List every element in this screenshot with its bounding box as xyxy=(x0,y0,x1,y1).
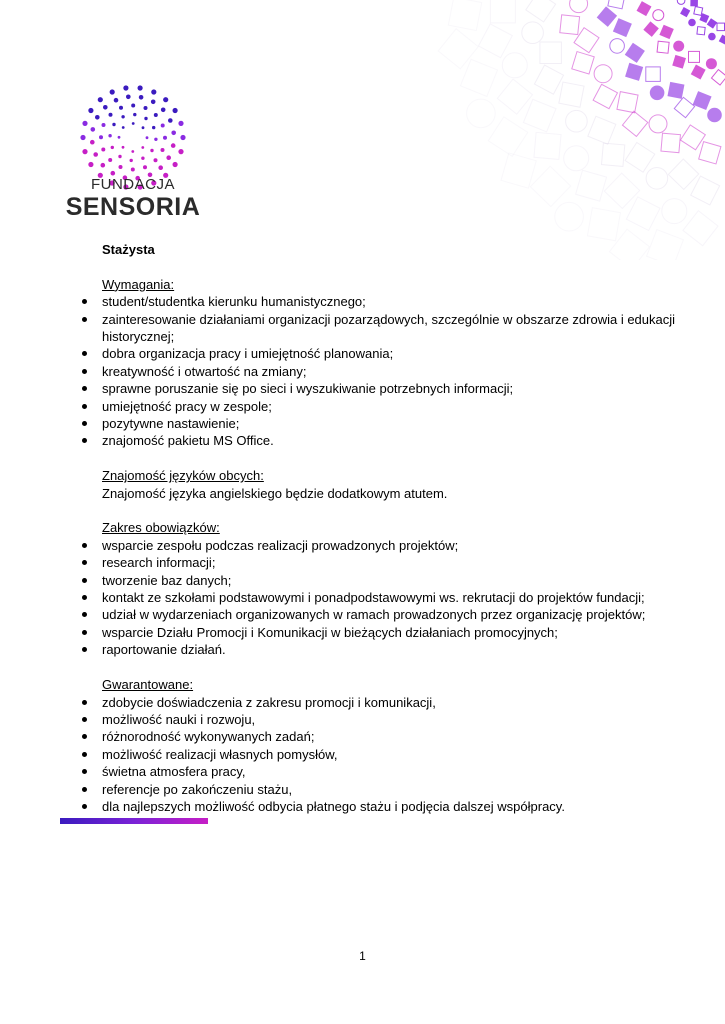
logo-dot xyxy=(102,123,106,127)
logo-dot xyxy=(91,127,96,132)
requirements-heading: Wymagania: xyxy=(102,276,175,292)
list-item: zdobycie doświadczenia z zakresu promocji i komunikacji, xyxy=(80,694,720,711)
logo-dot xyxy=(118,155,121,158)
logo-dot xyxy=(146,136,149,139)
logo-dot xyxy=(139,95,144,100)
list-item: referencje po zakończeniu stażu, xyxy=(80,781,720,798)
decorative-shape xyxy=(488,117,527,156)
decorative-shape xyxy=(523,99,556,132)
logo-dot xyxy=(132,122,135,125)
decorative-shape xyxy=(448,0,481,31)
decorative-shape xyxy=(526,0,556,22)
logo-dot xyxy=(123,85,128,90)
decorative-shape xyxy=(601,143,624,166)
logo-dot xyxy=(131,168,135,172)
languages-heading: Znajomość języków obcych: xyxy=(102,468,264,484)
decorative-shape xyxy=(555,202,584,231)
decorative-shape xyxy=(566,110,588,132)
logo-dot xyxy=(152,126,155,129)
logo-dot xyxy=(95,115,100,120)
decorative-shape xyxy=(694,6,703,15)
list-item: wsparcie zespołu podczas realizacji prowadzonych projektów; xyxy=(80,537,720,554)
decorative-shape xyxy=(564,146,589,171)
logo-dot xyxy=(161,148,165,152)
logo-dot xyxy=(143,165,147,169)
duties-list xyxy=(80,537,720,659)
logo-dot xyxy=(158,165,163,170)
logo-dot xyxy=(144,106,148,110)
decorative-shape xyxy=(594,65,612,83)
logo-dot xyxy=(82,121,87,126)
logo-dot xyxy=(88,162,93,167)
logo-dot xyxy=(161,108,166,113)
logo-dot xyxy=(173,162,178,167)
decorative-shape xyxy=(650,86,665,101)
decorative-shape xyxy=(649,115,667,133)
decorative-shape xyxy=(576,170,607,201)
logo-dot xyxy=(151,100,156,105)
decorative-shape xyxy=(688,19,696,27)
decorative-shape xyxy=(674,97,694,117)
decorative-shape xyxy=(625,43,645,63)
decorative-shape xyxy=(534,132,561,159)
logo-dot xyxy=(171,143,176,148)
list-item: research informacji; xyxy=(80,554,720,571)
list-item: udział w wydarzeniach organizowanych w ramach prowadzonych przez organizację projektów; xyxy=(80,606,720,623)
decorative-shape xyxy=(617,92,638,113)
logo-dot xyxy=(122,146,125,149)
page-number: 1 xyxy=(359,949,366,963)
logo-dot xyxy=(178,149,183,154)
decorative-shape xyxy=(667,82,684,99)
duties-heading: Zakres obowiązków: xyxy=(102,520,220,536)
logo-dot xyxy=(163,136,167,140)
list-item: wsparcie Działu Promocji i Komunikacji w bieżących działaniach promocyjnych; xyxy=(80,624,720,641)
logo-dot xyxy=(133,113,136,116)
decorative-shape xyxy=(588,116,616,144)
decorative-shape xyxy=(680,7,690,17)
logo-dot xyxy=(166,155,171,160)
logo-dot xyxy=(119,165,123,169)
decorative-shape xyxy=(460,59,497,96)
logo-dot xyxy=(90,140,95,145)
decorative-shape xyxy=(540,42,562,64)
list-item: tworzenie baz danych; xyxy=(80,572,720,589)
list-item: znajomość pakietu MS Office. xyxy=(80,432,720,449)
decorative-shape xyxy=(646,67,661,82)
decorative-shape xyxy=(657,41,669,53)
logo-dot xyxy=(161,124,165,128)
logo-dot xyxy=(119,106,123,110)
logo-dot xyxy=(138,85,143,90)
decorative-shape xyxy=(478,24,512,58)
list-item: kontakt ze szkołami podstawowymi i ponadpodstawowymi ws. rekrutacji do projektów fundacji; xyxy=(80,589,720,606)
logo-text-sensoria: SENSORIA xyxy=(65,193,201,221)
logo-dot xyxy=(122,126,125,129)
logo-dot xyxy=(111,146,114,149)
decorative-shape xyxy=(668,159,698,189)
decorative-shape xyxy=(490,0,515,23)
decorative-shape xyxy=(719,35,725,45)
logo-dot xyxy=(141,157,144,160)
list-item: możliwość nauki i rozwoju, xyxy=(80,711,720,728)
logo-dot xyxy=(171,131,176,136)
logo-dot xyxy=(173,108,178,113)
list-item: pozytywne nastawienie; xyxy=(80,415,720,432)
page-title: Stażysta xyxy=(102,242,155,257)
logo-dot xyxy=(80,135,85,140)
decorative-shape xyxy=(711,70,725,85)
decorative-shape xyxy=(646,168,668,190)
decorative-shape xyxy=(672,55,686,69)
logo-dot xyxy=(103,105,108,110)
decorative-shape xyxy=(608,0,625,9)
decorative-shape xyxy=(697,27,705,35)
decorative-shape xyxy=(689,51,700,62)
guaranteed-heading: Gwarantowane: xyxy=(102,677,194,693)
logo-dot xyxy=(121,115,124,118)
logo-dot xyxy=(163,97,168,102)
decorative-shape xyxy=(522,22,544,44)
guaranteed-list xyxy=(80,694,720,816)
logo-dot xyxy=(144,117,147,120)
logo-dot xyxy=(141,146,144,149)
logo-dot xyxy=(130,159,133,162)
decorative-shape xyxy=(707,18,717,28)
gradient-footer-bar xyxy=(60,818,208,824)
logo-dot xyxy=(108,158,112,162)
logo-dot xyxy=(151,89,156,94)
decorative-shape xyxy=(625,142,655,172)
decorative-shape xyxy=(680,125,705,150)
list-item: różnorodność wykonywanych zadań; xyxy=(80,728,720,745)
list-item: możliwość realizacji własnych pomysłów, xyxy=(80,746,720,763)
decorative-shape xyxy=(691,65,706,80)
decorative-shape xyxy=(626,197,660,231)
logo-text-fundacja: FUNDACJA xyxy=(90,176,175,193)
logo-dot xyxy=(131,150,134,153)
logo-dot xyxy=(112,123,115,126)
list-item: raportowanie działań. xyxy=(80,641,720,658)
logo-dot xyxy=(101,148,105,152)
logo-dot xyxy=(150,149,153,152)
decorative-shape xyxy=(587,208,620,241)
decorative-shape xyxy=(699,142,721,164)
logo-dot xyxy=(178,121,183,126)
logo-dot xyxy=(168,118,173,123)
decorative-shape xyxy=(717,23,725,31)
logo-dot xyxy=(93,152,98,157)
decorative-shape xyxy=(530,166,570,206)
decorative-shape xyxy=(613,18,632,37)
decorative-shape xyxy=(502,53,527,78)
decorative-shape xyxy=(693,91,712,110)
logo-dot xyxy=(154,138,157,141)
decorative-shape xyxy=(497,79,532,114)
logo-dot xyxy=(98,97,103,102)
logo-dot xyxy=(180,135,185,140)
decorative-shape xyxy=(708,33,716,41)
list-item: świetna atmosfera pracy, xyxy=(80,763,720,780)
decorative-shape xyxy=(690,0,698,6)
logo-dot xyxy=(88,108,93,113)
logo-dot xyxy=(131,104,135,108)
list-item: sprawne poruszanie się po sieci i wyszukiwanie potrzebnych informacji; xyxy=(80,380,720,397)
logo-dot xyxy=(108,134,111,137)
list-item: student/studentka kierunku humanistycznego; xyxy=(80,293,720,310)
languages-text: Znajomość języka angielskiego będzie dodatkowym atutem. xyxy=(102,485,448,501)
list-item: kreatywność i otwartość na zmiany; xyxy=(80,363,720,380)
list-item: dla najlepszych możliwość odbycia płatnego stażu i podjęcia dalszej współpracy. xyxy=(80,798,720,815)
decorative-shape xyxy=(707,108,722,123)
decorative-shape xyxy=(625,63,643,81)
decorative-shape xyxy=(467,99,496,128)
decorative-shape xyxy=(597,6,617,26)
decorative-squares-pattern xyxy=(430,0,725,260)
decorative-shape xyxy=(662,199,687,224)
decorative-shape xyxy=(659,25,673,39)
document-body xyxy=(80,241,720,815)
logo-dot xyxy=(154,158,158,162)
logo-dot xyxy=(118,136,121,139)
decorative-shape xyxy=(673,41,684,52)
decorative-shape xyxy=(706,58,717,69)
logo-dot xyxy=(101,163,106,168)
logo-dot xyxy=(82,149,87,154)
list-item: zainteresowanie działaniami organizacji pozarządowych, szczególnie w obszarze zdrowia i edukacji historycznej; xyxy=(80,311,720,346)
decorative-shape xyxy=(501,153,536,188)
decorative-shape xyxy=(622,111,647,136)
decorative-shape xyxy=(438,29,478,69)
requirements-list xyxy=(80,293,720,450)
decorative-shape xyxy=(643,21,658,36)
logo-dot xyxy=(110,89,115,94)
decorative-shape xyxy=(570,0,588,13)
list-item: dobra organizacja pracy i umiejętność planowania; xyxy=(80,345,720,362)
decorative-shape xyxy=(593,84,617,108)
logo-dot xyxy=(99,135,103,139)
decorative-shape xyxy=(610,39,625,54)
decorative-shape xyxy=(653,10,664,21)
decorative-shape xyxy=(637,1,652,16)
logo-dot xyxy=(142,126,145,129)
decorative-shape xyxy=(661,133,681,153)
decorative-shape xyxy=(691,176,720,205)
decorative-shape xyxy=(677,0,685,4)
decorative-shape xyxy=(559,82,584,107)
logo-dot xyxy=(154,113,158,117)
list-item: umiejętność pracy w zespole; xyxy=(80,398,720,415)
decorative-shape xyxy=(534,65,563,94)
decorative-shape xyxy=(560,15,580,35)
logo-dot xyxy=(111,171,116,176)
decorative-shape xyxy=(572,52,594,74)
logo-dot xyxy=(126,95,131,100)
logo-dot xyxy=(114,98,119,103)
logo-dot xyxy=(109,113,113,117)
